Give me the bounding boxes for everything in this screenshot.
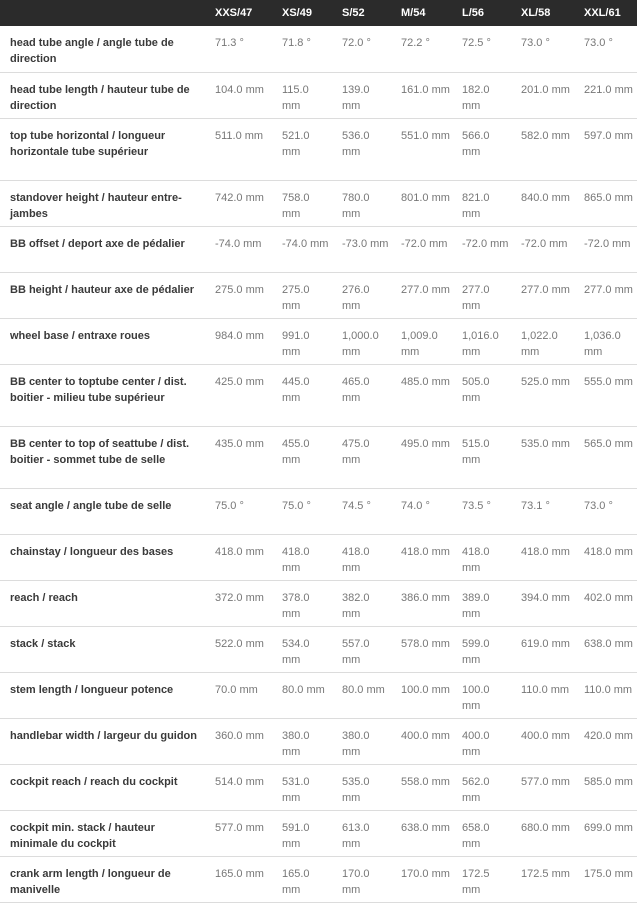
table-cell: 400.0 mm [462, 729, 490, 758]
table-cell: 382.0 mm [342, 591, 370, 620]
table-cell: 172.5 mm [462, 867, 490, 896]
table-cell: 72.5 ° [462, 37, 491, 49]
table-cell: 221.0 mm [584, 83, 633, 96]
table-cell: 475.0 mm [342, 437, 370, 466]
table-cell: 599.0 mm [462, 637, 490, 666]
header-row [0, 0, 637, 26]
table-cell: 394.0 mm [521, 591, 570, 604]
table-cell: -72.0 mm [401, 237, 448, 250]
table-cell: 565.0 mm [584, 437, 633, 450]
row-label: BB offset / deport axe de pédalier [10, 237, 185, 250]
table-cell: 165.0 mm [215, 867, 264, 880]
table-cell: 400.0 mm [401, 729, 450, 742]
table-cell: 582.0 mm [521, 129, 570, 142]
table-cell: 562.0 mm [462, 775, 490, 804]
table-cell: 577.0 mm [215, 821, 264, 834]
row-label: handlebar width / largeur du guidon [10, 729, 197, 742]
table-cell: 485.0 mm [401, 375, 450, 388]
table-cell: 182.0 mm [462, 83, 490, 112]
table-cell: -73.0 mm [342, 237, 389, 250]
table-cell: 821.0 mm [462, 191, 490, 220]
table-cell: 585.0 mm [584, 775, 633, 788]
table-cell: 72.2 ° [401, 37, 430, 49]
table-row [0, 672, 637, 718]
table-cell: 73.0 ° [521, 37, 550, 49]
table-cell: 1,016.0 mm [462, 329, 499, 358]
table-cell: 521.0 mm [282, 129, 310, 158]
table-cell: 597.0 mm [584, 129, 633, 142]
table-cell: 780.0 mm [342, 191, 370, 220]
size-header-s: S/52 [342, 7, 365, 19]
table-row [0, 626, 637, 672]
table-body [0, 26, 637, 902]
table-cell: 699.0 mm [584, 821, 633, 834]
table-cell: 418.0 mm [584, 545, 633, 558]
table-cell: 170.0 mm [342, 867, 370, 896]
table-cell: 555.0 mm [584, 375, 633, 388]
table-row [0, 718, 637, 764]
table-cell: 104.0 mm [215, 83, 264, 96]
table-cell: 75.0 ° [282, 499, 311, 512]
row-label: wheel base / entraxe roues [10, 329, 151, 342]
table-cell: 1,036.0 mm [584, 329, 621, 358]
row-label: top tube horizontal / longueur horizontale tube supérieur [10, 129, 166, 158]
table-cell: 170.0 mm [401, 867, 450, 880]
table-cell: 275.0 mm [215, 283, 264, 296]
table-cell: 389.0 mm [462, 591, 490, 620]
table-cell: 277.0 mm [462, 283, 490, 312]
header-corner-cell [0, 0, 205, 26]
row-label: standover height / hauteur entre-jambes [10, 191, 182, 220]
table-cell: 535.0 mm [342, 775, 370, 804]
table-cell: 418.0 mm [282, 545, 310, 574]
table-cell: 557.0 mm [342, 637, 370, 666]
row-label: head tube angle / angle tube de direction [10, 37, 174, 65]
table-cell: 386.0 mm [401, 591, 450, 604]
table-cell: 73.0 ° [584, 499, 613, 512]
table-cell: 74.5 ° [342, 499, 371, 512]
table-cell: 100.0 mm [401, 683, 450, 696]
table-cell: 680.0 mm [521, 821, 570, 834]
table-cell: 175.0 mm [584, 867, 633, 880]
table-cell: 71.8 ° [282, 37, 311, 49]
table-row [0, 810, 637, 856]
table-cell: 277.0 mm [584, 283, 633, 296]
table-cell: 277.0 mm [521, 283, 570, 296]
size-header-xxs: XXS/47 [215, 7, 253, 19]
table-cell: 535.0 mm [521, 437, 570, 450]
table-cell: 531.0 mm [282, 775, 310, 804]
table-row [0, 72, 637, 118]
row-label: cockpit min. stack / hauteur minimale du cockpit [10, 821, 155, 850]
table-cell: 80.0 mm [342, 683, 385, 696]
table-cell: 505.0 mm [462, 375, 490, 404]
table-cell: -74.0 mm [215, 237, 262, 250]
table-cell: 73.5 ° [462, 499, 491, 512]
row-label: stem length / longueur potence [10, 683, 174, 696]
table-row [0, 580, 637, 626]
table-cell: 75.0 ° [215, 499, 244, 512]
table-cell: 435.0 mm [215, 437, 264, 450]
table-cell: 418.0 mm [462, 545, 490, 574]
row-label: head tube length / hauteur tube de direction [10, 83, 190, 112]
table-cell: 536.0 mm [342, 129, 370, 158]
table-cell: 445.0 mm [282, 375, 310, 404]
table-cell: 70.0 mm [215, 683, 258, 696]
table-cell: 525.0 mm [521, 375, 570, 388]
table-cell: 418.0 mm [521, 545, 570, 558]
table-cell: 276.0 mm [342, 283, 370, 312]
table-cell: 161.0 mm [401, 83, 450, 96]
table-cell: 619.0 mm [521, 637, 570, 650]
table-row [0, 364, 637, 426]
table-cell: -72.0 mm [584, 237, 631, 250]
table-cell: 402.0 mm [584, 591, 633, 604]
table-cell: 566.0 mm [462, 129, 490, 158]
table-row [0, 318, 637, 364]
table-cell: 277.0 mm [401, 283, 450, 296]
table-cell: 73.0 ° [584, 37, 613, 49]
row-label: BB center to top of seattube / dist. boitier - sommet tube de selle [10, 437, 190, 466]
table-row [0, 226, 637, 272]
table-cell: 360.0 mm [215, 729, 264, 742]
table-header [0, 0, 637, 26]
table-row [0, 26, 637, 72]
table-cell: 139.0 mm [342, 83, 370, 112]
table-cell: -72.0 mm [462, 237, 509, 250]
table-cell: 511.0 mm [215, 129, 264, 142]
size-header-l: L/56 [462, 7, 485, 19]
table-row [0, 856, 637, 902]
table-cell: 801.0 mm [401, 191, 450, 204]
table-cell: 418.0 mm [215, 545, 264, 558]
table-cell: 984.0 mm [215, 329, 264, 342]
table-cell: 613.0 mm [342, 821, 370, 850]
table-cell: 1,022.0 mm [521, 329, 558, 358]
table-cell: 742.0 mm [215, 191, 264, 204]
row-label: chainstay / longueur des bases [10, 545, 174, 558]
row-label: cockpit reach / reach du cockpit [10, 775, 178, 788]
table-row [0, 764, 637, 810]
table-cell: 115.0 mm [282, 83, 309, 112]
table-row [0, 180, 637, 226]
table-cell: 110.0 mm [584, 683, 633, 696]
row-label: stack / stack [10, 637, 76, 650]
table-row [0, 118, 637, 180]
table-cell: 515.0 mm [462, 437, 490, 466]
table-cell: 1,000.0 mm [342, 329, 379, 358]
table-cell: 380.0 mm [342, 729, 370, 758]
table-cell: 658.0 mm [462, 821, 490, 850]
table-cell: 400.0 mm [521, 729, 570, 742]
table-cell: 578.0 mm [401, 637, 450, 650]
table-row [0, 534, 637, 580]
table-cell: 551.0 mm [401, 129, 450, 142]
table-cell: 201.0 mm [521, 83, 570, 96]
table-row [0, 426, 637, 488]
size-header-xxl: XXL/61 [584, 7, 621, 19]
table-cell: 591.0 mm [282, 821, 310, 850]
row-label: BB height / hauteur axe de pédalier [10, 283, 194, 296]
table-cell: 558.0 mm [401, 775, 450, 788]
table-cell: 425.0 mm [215, 375, 264, 388]
table-cell: 372.0 mm [215, 591, 264, 604]
table-row [0, 488, 637, 534]
table-cell: 1,009.0 mm [401, 329, 438, 358]
size-header-xl: XL/58 [521, 7, 551, 19]
table-cell: 534.0 mm [282, 637, 310, 666]
row-label: reach / reach [10, 591, 78, 604]
table-cell: 71.3 ° [215, 37, 244, 49]
table-cell: 380.0 mm [282, 729, 310, 758]
row-label: seat angle / angle tube de selle [10, 499, 172, 512]
table-cell: 420.0 mm [584, 729, 633, 742]
size-header-m: M/54 [401, 7, 426, 19]
table-cell: -72.0 mm [521, 237, 568, 250]
table-cell: -74.0 mm [282, 237, 329, 250]
row-label: BB center to toptube center / dist. boitier - milieu tube supérieur [10, 375, 187, 404]
table-cell: 991.0 mm [282, 329, 310, 358]
table-cell: 172.5 mm [521, 867, 570, 880]
table-cell: 638.0 mm [401, 821, 450, 834]
table-cell: 522.0 mm [215, 637, 264, 650]
table-cell: 455.0 mm [282, 437, 310, 466]
table-cell: 758.0 mm [282, 191, 310, 220]
table-cell: 865.0 mm [584, 191, 633, 204]
table-cell: 638.0 mm [584, 637, 633, 650]
table-cell: 73.1 ° [521, 499, 550, 512]
table-cell: 165.0 mm [282, 867, 310, 896]
table-cell: 465.0 mm [342, 375, 370, 404]
table-cell: 275.0 mm [282, 283, 310, 312]
table-cell: 418.0 mm [401, 545, 450, 558]
table-cell: 74.0 ° [401, 499, 430, 512]
table-cell: 72.0 ° [342, 37, 371, 49]
table-row [0, 272, 637, 318]
table-cell: 418.0 mm [342, 545, 370, 574]
table-cell: 378.0 mm [282, 591, 310, 620]
size-header-xs: XS/49 [282, 7, 312, 19]
table-cell: 80.0 mm [282, 683, 325, 696]
table-cell: 110.0 mm [521, 683, 570, 696]
row-label: crank arm length / longueur de manivelle [10, 867, 171, 896]
table-cell: 577.0 mm [521, 775, 570, 788]
table-cell: 495.0 mm [401, 437, 450, 450]
table-cell: 840.0 mm [521, 191, 570, 204]
table-cell: 100.0 mm [462, 683, 490, 712]
table-cell: 514.0 mm [215, 775, 264, 788]
